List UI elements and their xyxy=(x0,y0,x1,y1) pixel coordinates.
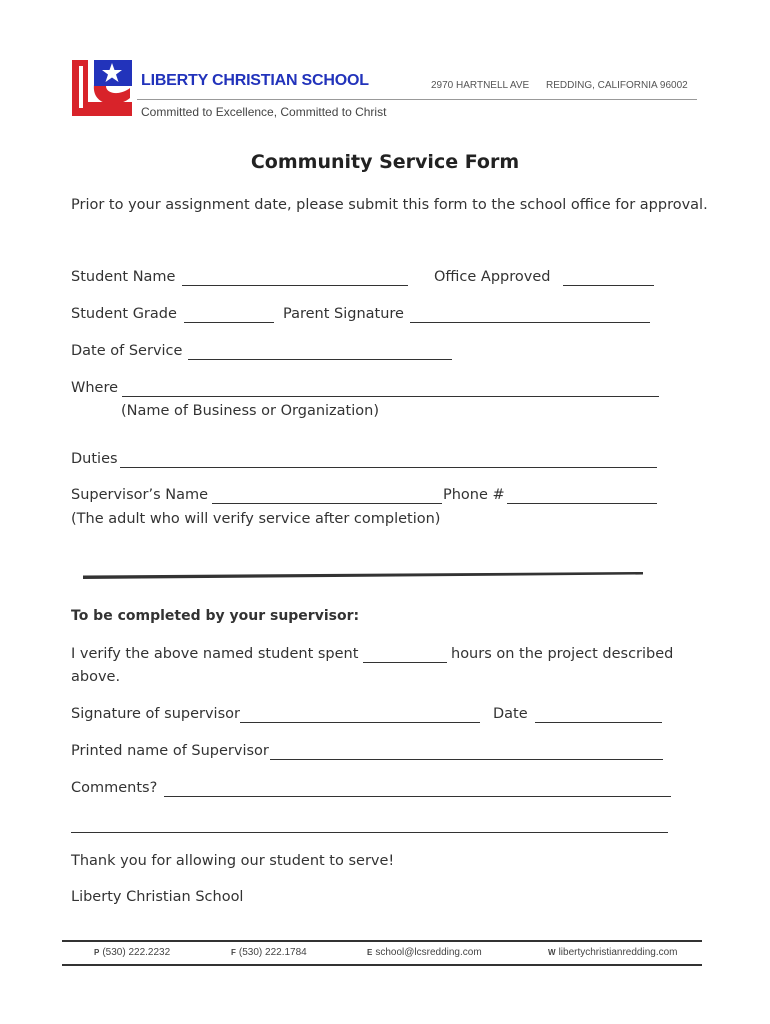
parent-signature-label: Parent Signature xyxy=(283,306,404,322)
date-of-service-field[interactable] xyxy=(188,359,452,360)
footer-website-value[interactable]: libertychristianredding.com xyxy=(558,947,678,958)
form-intro: Prior to your assignment date, please submit this form to the school office for approval. xyxy=(71,197,708,213)
comments-field-line2[interactable] xyxy=(71,832,668,833)
footer-phone-key: P xyxy=(94,948,100,957)
phone-label: Phone # xyxy=(443,487,505,503)
where-note: (Name of Business or Organization) xyxy=(121,403,379,419)
where-label: Where xyxy=(71,380,119,396)
school-logo xyxy=(72,58,134,118)
footer-fax-key: F xyxy=(231,948,236,957)
phone-field[interactable] xyxy=(507,503,657,504)
footer-website[interactable] xyxy=(548,947,678,958)
duties-label: Duties xyxy=(71,451,118,467)
student-grade-field[interactable] xyxy=(184,322,274,323)
supervisor-name-label: Supervisor’s Name xyxy=(71,487,209,503)
hours-field[interactable] xyxy=(363,662,447,663)
school-tagline: Committed to Excellence, Committed to Christ xyxy=(141,105,387,119)
office-approved-field[interactable] xyxy=(563,285,654,286)
supervisor-name-field[interactable] xyxy=(212,503,442,504)
footer-fax-value: (530) 222.1784 xyxy=(238,947,307,958)
student-name-field[interactable] xyxy=(182,285,408,286)
where-field[interactable] xyxy=(122,396,659,397)
footer-rule-bottom xyxy=(62,964,702,966)
supervisor-signature-field[interactable] xyxy=(240,722,480,723)
footer-rule-top xyxy=(62,940,702,942)
student-name-label: Student Name xyxy=(71,269,176,285)
printed-name-field[interactable] xyxy=(270,759,663,760)
footer-email[interactable] xyxy=(367,947,482,958)
sign-off-text: Liberty Christian School xyxy=(71,889,244,905)
section-divider xyxy=(83,564,643,571)
footer-website-key: W xyxy=(548,948,556,957)
supervisor-date-field[interactable] xyxy=(535,722,662,723)
parent-signature-field[interactable] xyxy=(410,322,650,323)
printed-name-label: Printed name of Supervisor xyxy=(71,743,269,759)
footer-fax xyxy=(231,947,307,958)
supervisor-date-label: Date xyxy=(493,706,528,722)
student-grade-label: Student Grade xyxy=(71,306,177,322)
supervisor-section-heading: To be completed by your supervisor: xyxy=(71,608,360,624)
verify-text-start: I verify the above named student spent xyxy=(71,646,359,662)
school-address: 2970 HARTNELL AVE xyxy=(431,80,530,91)
footer-phone-value: (530) 222.2232 xyxy=(102,947,171,958)
school-city: REDDING, CALIFORNIA 96002 xyxy=(546,80,688,91)
footer-email-key: E xyxy=(367,948,373,957)
footer-email-value[interactable]: school@lcsredding.com xyxy=(375,947,482,958)
supervisor-note: (The adult who will verify service after completion) xyxy=(71,511,441,527)
date-of-service-label: Date of Service xyxy=(71,343,183,359)
office-approved-label: Office Approved xyxy=(434,269,551,285)
footer-phone xyxy=(94,947,170,958)
verify-text-end: hours on the project described xyxy=(451,646,674,662)
thank-you-text: Thank you for allowing our student to serve! xyxy=(71,853,395,869)
verify-text-line2: above. xyxy=(71,669,121,685)
supervisor-signature-label: Signature of supervisor xyxy=(71,706,240,722)
school-name: LIBERTY CHRISTIAN SCHOOL xyxy=(141,72,369,89)
form-title: Community Service Form xyxy=(250,151,520,173)
comments-field-line1[interactable] xyxy=(164,796,671,797)
header-divider xyxy=(137,99,697,100)
duties-field[interactable] xyxy=(120,467,657,468)
comments-label: Comments? xyxy=(71,780,158,796)
